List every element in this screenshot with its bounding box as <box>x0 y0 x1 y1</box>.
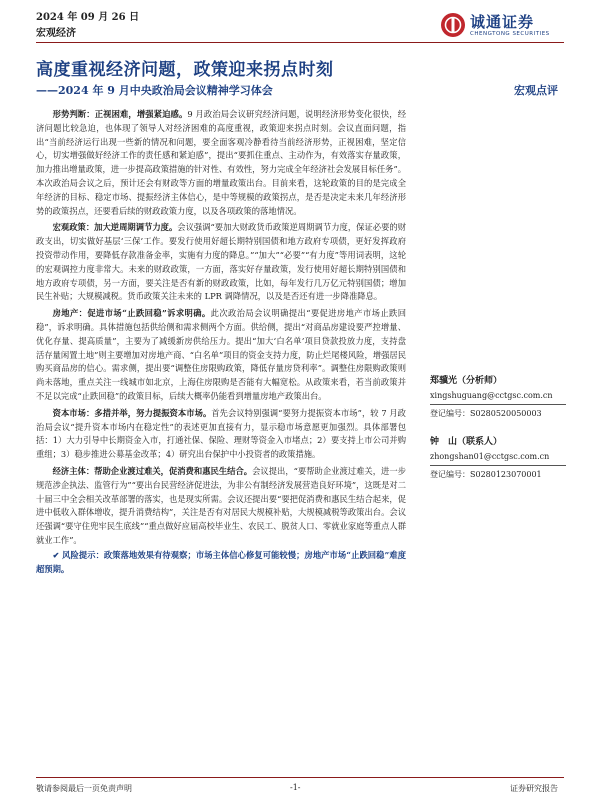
page-subtitle: ——2024 年 9 月中央政治局会议精神学习体会 <box>36 84 273 97</box>
analyst-card-2 <box>430 436 580 481</box>
analyst-divider <box>430 404 566 405</box>
paragraph-text: 会议提出，“要帮助企业渡过难关，进一步规范涉企执法、监管行为”“要出台民营经济促进法，为非公有制经济发展营造良好环境”，这既是对二十届三中全会相关改革部署的落实，也是现实所需。会议还提出要“要把促消费和惠民生结合起来，促进中低收入群体增收，提升消费结构”，关注是否有对居民大规模补贴，大规模减税等政策出台。会议还强调“要守住兜牢民生底线”“重点做好应届高校毕业生、农民工、脱贫人口、零就业家庭等重点人群就业工作”。 <box>36 465 406 545</box>
report-body <box>36 108 406 579</box>
footer-report-label: 证券研究报告 <box>510 784 558 793</box>
paragraph-capital-market <box>36 407 406 462</box>
paragraph-lead: 房地产：促进市场“止跌回稳”诉求明确。 <box>52 308 211 319</box>
analyst-email: zhongshan01@cctgsc.com.cn <box>430 452 550 461</box>
paragraph-text: 9 月政治局会议研究经济问题，说明经济形势变化很快，经济问题比较急迫，也体现了领导人对经济困难的高度重视，政策迎来拐点时刻。会议直面问题，指出“当前经济运行出现一些新的情况和问题，要全面客观冷静看待当前经济形势，正视困难，坚定信心，切实增强做好经济工作的责任感和紧迫感”，提出“要抓住重点、主动作为，有效落实存量政策，加力推出增量政策，进一步提高政策措施的针对性、有效性，努力完成全年经济社会发展目标任务”。本次政治局会议之后，预计还会有财政等方面的增量政策出台。目前来看，这轮政策的目的是完成全年经济的目标、稳定市场、提振经济主体信心，是中等规模的政策拐点，是否是决定未来几年经济形势的政策拐点，还要看后续的财政政策力度，以及各项政策的落地情况。 <box>36 109 406 216</box>
page-number: -1- <box>290 783 301 792</box>
analyst-divider <box>430 465 566 466</box>
paragraph-lead: 宏观政策：加大逆周期调节力度。 <box>52 222 178 233</box>
analyst-card-1 <box>430 375 580 420</box>
logo-mark-icon <box>440 12 466 38</box>
paragraph-lead: 资本市场：多措并举，努力提振资本市场。 <box>52 407 212 418</box>
paragraph-real-estate <box>36 307 406 404</box>
company-logo <box>440 8 565 42</box>
risk-warning <box>36 549 406 577</box>
report-date: 2024 年 09 月 26 日 <box>36 12 140 23</box>
analyst-cert: 登记编号：S0280520050003 <box>430 409 542 418</box>
paragraph-text: 首先会议特别强调“要努力提振资本市场”，较 7 月政治局会议“提升资本市场内在稳定性”的表述更加直接有力，显示稳市场意愿更加强烈。具体部署包括：1）大力引导中长期资金入市，打通社保、保险、理财等资金入市堵点；2）要支持上市公司并购重组；3）稳步推进公募基金改革；4）研究出台保护中小投资者的政策措施。 <box>36 407 406 460</box>
analyst-name: 郑骥光（分析师） <box>430 376 503 386</box>
disclaimer-note: 敬请参阅最后一页免责声明 <box>36 784 132 793</box>
report-type-label: 宏观点评 <box>514 84 558 97</box>
paragraph-situation <box>36 108 406 218</box>
header-divider <box>36 42 564 43</box>
paragraph-lead: 经济主体：帮助企业渡过难关，促消费和惠民生结合。 <box>52 465 253 476</box>
page-title: 高度重视经济问题，政策迎来拐点时刻 <box>36 60 334 80</box>
paragraph-lead: 形势判断：正视困难，增强紧迫感。 <box>52 109 188 119</box>
paragraph-text: 会议强调“要加大财政货币政策逆周期调节力度，保证必要的财政支出，切实做好基层‘三保’工作。要发行使用好超长期特别国债和地方政府专项债，更好发挥政府投资带动作用，要降低存款准备金率，实施有力度的降息。”“加大”“必要”“有力度”等用词表明，这轮的宏观调控力度非常大。未来的财政政策，一方面，落实好存量政策，发行使用好超长期特别国债和地方政府专项债，另一方面，要关注是否有新的财政政策，比如，每年发行几万亿元特别国债；增加民生补贴；大规模减税。货币政策关注未来的 LPR 调降情况，以及是否还有进一步降准降息。 <box>36 222 406 302</box>
footer-divider <box>36 777 564 778</box>
logo-name: 诚通证券 <box>470 12 535 31</box>
risk-marker-icon: ✔ <box>52 549 63 560</box>
report-category: 宏观经济 <box>36 28 76 39</box>
logo-subtitle: CHENGTONG SECURITIES <box>470 30 550 37</box>
paragraph-economic-entities <box>36 465 406 548</box>
paragraph-text: 此次政治局会议明确提出“要促进房地产市场止跌回稳”，诉求明确。具体措施包括供给侧和需求侧两个方面。供给侧，提出“对商品房建设要严控增量、优化存量、提高质量”，主要为了减缓新房供给压力。提出“加大‘白名单’项目贷款投放力度，支持盘活存量闲置土地”则主要增加对房地产商、“白名单”项目的资金支持力度，防止烂尾楼风险，增强居民购买商品房的信心。需求侧，提出要“调整住房限购政策，降低存量房贷利率”。调整住房限购政策则尚未落地，重点关注一线城市如北京，上海住房限购是否能有大幅宽松。从政策来看，若当前政策并不足以完成“止跌回稳”的政策目标，后续大概率仍能看到增量房地产政策出台。 <box>36 308 407 401</box>
analyst-cert: 登记编号：S0280123070001 <box>430 470 542 479</box>
analyst-name: 钟 山（联系人） <box>430 437 503 447</box>
paragraph-macro-policy <box>36 221 406 304</box>
analyst-email: xingshuguang@cctgsc.com.cn <box>430 391 553 400</box>
risk-warning-text: 风险提示：政策落地效果有待观察；市场主体信心修复可能较慢；房地产市场“止跌回稳”难度超预期。 <box>36 549 406 574</box>
